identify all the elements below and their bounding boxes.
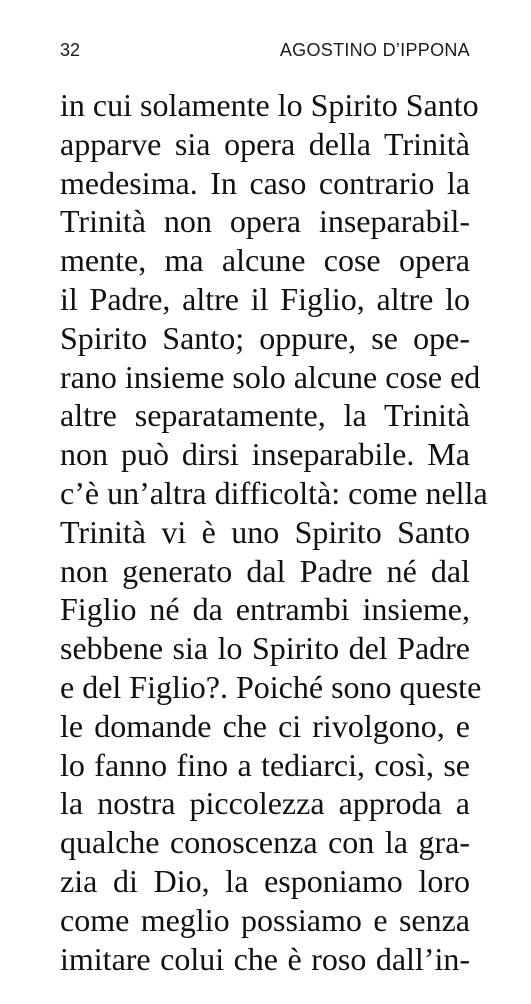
text-line: non può dirsi inseparabile. Ma xyxy=(60,436,470,473)
text-line: in cui solamente lo Spirito Santo xyxy=(60,87,479,123)
page-header xyxy=(60,40,470,66)
text-line: Spirito Santo; oppure, se ope- xyxy=(60,319,470,356)
text-line: sebbene sia lo Spirito del Padre xyxy=(60,630,470,667)
text-line: zia di Dio, la esponiamo loro xyxy=(60,862,470,899)
text-line: Trinità vi è uno Spirito Santo xyxy=(60,513,470,550)
text-line: imitare colui che è roso dall’in- xyxy=(60,940,470,977)
text-line: non generato dal Padre né dal xyxy=(60,552,470,589)
text-line: qualche conoscenza con la gra- xyxy=(60,824,470,861)
text-line: apparve sia opera della Trinità xyxy=(60,125,470,162)
text-line: altre separatamente, la Trinità xyxy=(60,397,470,434)
text-line: medesima. In caso contrario la xyxy=(60,164,470,201)
text-line: Trinità non opera inseparabil- xyxy=(60,203,470,240)
text-line: e del Figlio?. Poiché sono queste xyxy=(60,668,482,705)
text-line: lo fanno fino a tediarci, così, se xyxy=(60,746,470,783)
text-line: le domande che ci rivolgono, e xyxy=(60,707,470,744)
text-line: rano insieme solo alcune cose ed xyxy=(60,358,481,395)
body-text xyxy=(0,86,531,978)
page-number: 32 xyxy=(60,40,81,60)
running-head: AGOSTINO D’IPPONA xyxy=(279,40,470,60)
text-line: Figlio né da entrambi insieme, xyxy=(60,591,470,628)
text-line: il Padre, altre il Figlio, altre lo xyxy=(60,280,470,317)
text-line: c’è un’altra difficoltà: come nella xyxy=(60,474,488,511)
text-line: mente, ma alcune cose opera xyxy=(60,242,470,279)
text-line: la nostra piccolezza approda a xyxy=(60,785,470,822)
text-line: come meglio possiamo e senza xyxy=(60,901,470,938)
